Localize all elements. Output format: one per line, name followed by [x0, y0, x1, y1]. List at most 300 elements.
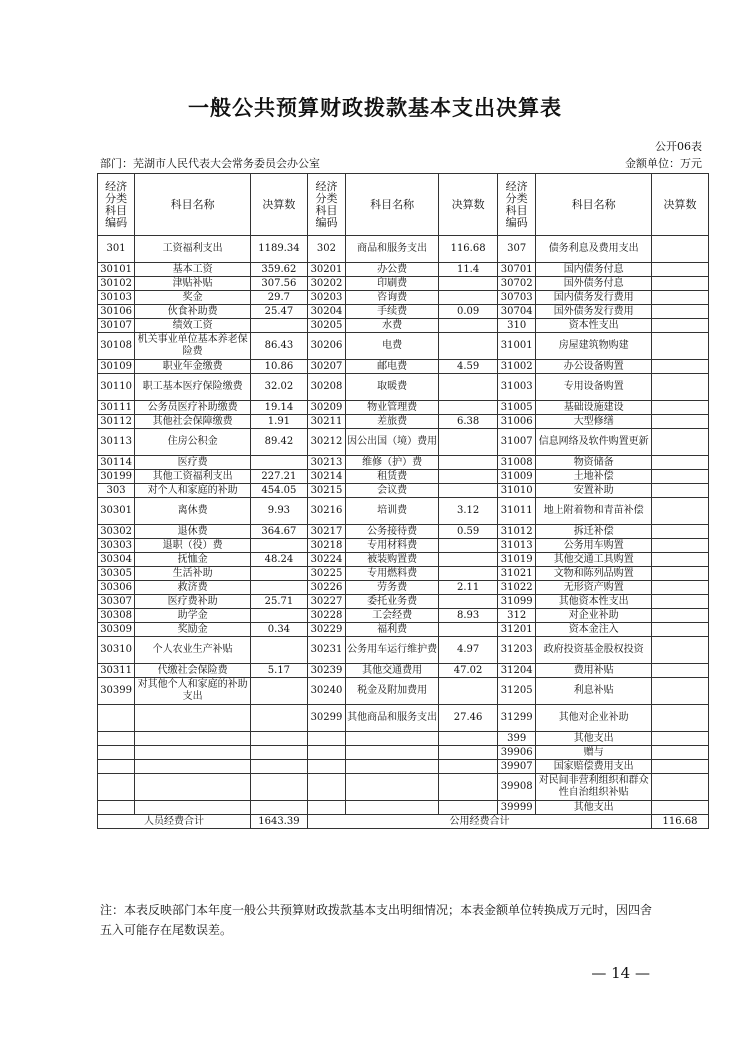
name-cell: 其他对企业补助	[536, 705, 652, 732]
amount-cell	[652, 623, 709, 637]
name-cell: 咨询费	[346, 291, 439, 305]
code-cell: 30113	[98, 429, 135, 456]
amount-cell	[652, 333, 709, 360]
name-cell: 大型修缮	[536, 415, 652, 429]
amount-cell: 2.11	[439, 581, 498, 595]
name-cell: 培训费	[346, 498, 439, 525]
amount-cell: 27.46	[439, 705, 498, 732]
code-cell	[98, 732, 135, 746]
code-cell: 30302	[98, 525, 135, 539]
code-cell	[98, 760, 135, 774]
code-cell	[307, 774, 345, 801]
table-row	[98, 291, 709, 305]
code-cell	[307, 746, 345, 760]
code-cell: 30103	[98, 291, 135, 305]
code-cell: 30224	[307, 553, 345, 567]
amount-cell	[439, 333, 498, 360]
name-cell: 退休费	[135, 525, 251, 539]
name-cell: 工资福利支出	[135, 236, 251, 263]
amount-cell	[652, 678, 709, 705]
header-row	[98, 174, 709, 236]
code-cell: 39906	[498, 746, 536, 760]
table-row	[98, 760, 709, 774]
amount-cell	[439, 470, 498, 484]
code-cell: 30203	[307, 291, 345, 305]
code-cell: 31205	[498, 678, 536, 705]
code-cell: 39907	[498, 760, 536, 774]
code-cell: 30102	[98, 277, 135, 291]
amount-cell: 6.38	[439, 415, 498, 429]
table-code: 公开06表	[655, 140, 702, 153]
name-cell: 赠与	[536, 746, 652, 760]
expenditure-table	[97, 173, 709, 829]
table-row	[98, 277, 709, 291]
amount-cell	[250, 567, 307, 581]
name-cell: 利息补贴	[536, 678, 652, 705]
amount-cell: 29.7	[250, 291, 307, 305]
name-cell: 对民间非营利组织和群众性自治组织补贴	[536, 774, 652, 801]
code-cell: 31003	[498, 374, 536, 401]
name-cell: 手续费	[346, 305, 439, 319]
table-row	[98, 595, 709, 609]
amount-cell: 11.4	[439, 263, 498, 277]
code-cell	[307, 801, 345, 815]
code-cell	[98, 746, 135, 760]
name-cell: 物资储备	[536, 456, 652, 470]
amount-cell	[652, 595, 709, 609]
name-cell: 办公费	[346, 263, 439, 277]
header-amount: 决算数	[250, 174, 307, 236]
amount-cell: 1189.34	[250, 236, 307, 263]
name-cell: 因公出国（境）费用	[346, 429, 439, 456]
header-name: 科目名称	[346, 174, 439, 236]
table-row	[98, 705, 709, 732]
code-cell: 30306	[98, 581, 135, 595]
amount-cell	[439, 484, 498, 498]
name-cell: 房屋建筑物购建	[536, 333, 652, 360]
table-row	[98, 732, 709, 746]
code-cell: 30217	[307, 525, 345, 539]
amount-cell	[652, 415, 709, 429]
code-cell: 310	[498, 319, 536, 333]
amount-cell	[439, 539, 498, 553]
amount-cell: 227.21	[250, 470, 307, 484]
table-row	[98, 678, 709, 705]
code-cell: 30239	[307, 664, 345, 678]
name-cell: 公务员医疗补助缴费	[135, 401, 251, 415]
amount-cell	[439, 553, 498, 567]
name-cell: 国内债务发行费用	[536, 291, 652, 305]
name-cell	[135, 732, 251, 746]
personnel-total-value: 1643.39	[250, 815, 307, 829]
code-cell: 31008	[498, 456, 536, 470]
amount-cell: 32.02	[250, 374, 307, 401]
table-row	[98, 498, 709, 525]
amount-cell: 25.71	[250, 595, 307, 609]
name-cell: 物业管理费	[346, 401, 439, 415]
amount-cell	[250, 760, 307, 774]
name-cell: 工会经费	[346, 609, 439, 623]
code-cell: 39999	[498, 801, 536, 815]
amount-cell	[439, 456, 498, 470]
name-cell: 地上附着物和青苗补偿	[536, 498, 652, 525]
name-cell: 对个人和家庭的补助	[135, 484, 251, 498]
name-cell: 差旅费	[346, 415, 439, 429]
table-row	[98, 567, 709, 581]
name-cell: 债务利息及费用支出	[536, 236, 652, 263]
amount-cell: 0.09	[439, 305, 498, 319]
table-row	[98, 664, 709, 678]
name-cell: 邮电费	[346, 360, 439, 374]
amount-cell: 307.56	[250, 277, 307, 291]
name-cell: 国外债务发行费用	[536, 305, 652, 319]
name-cell: 伙食补助费	[135, 305, 251, 319]
amount-cell	[250, 539, 307, 553]
table-row	[98, 774, 709, 801]
amount-cell: 0.34	[250, 623, 307, 637]
code-cell	[98, 705, 135, 732]
name-cell: 代缴社会保险费	[135, 664, 251, 678]
name-cell: 救济费	[135, 581, 251, 595]
table-row	[98, 484, 709, 498]
code-cell: 30399	[98, 678, 135, 705]
amount-cell	[439, 567, 498, 581]
code-cell: 30114	[98, 456, 135, 470]
code-cell: 303	[98, 484, 135, 498]
code-cell: 30303	[98, 539, 135, 553]
amount-cell	[652, 484, 709, 498]
name-cell: 国内债务付息	[536, 263, 652, 277]
amount-cell	[652, 774, 709, 801]
code-cell: 31007	[498, 429, 536, 456]
header-code: 经济 分类 科目 编码	[498, 174, 536, 236]
table-row	[98, 801, 709, 815]
code-cell: 30199	[98, 470, 135, 484]
name-cell	[346, 801, 439, 815]
amount-cell: 359.62	[250, 263, 307, 277]
code-cell: 30701	[498, 263, 536, 277]
code-cell: 31006	[498, 415, 536, 429]
code-cell: 30301	[98, 498, 135, 525]
code-cell: 31204	[498, 664, 536, 678]
code-cell: 30310	[98, 637, 135, 664]
amount-cell	[250, 678, 307, 705]
code-cell: 30212	[307, 429, 345, 456]
code-cell: 31001	[498, 333, 536, 360]
name-cell: 国外债务付息	[536, 277, 652, 291]
totals-row	[98, 815, 709, 829]
code-cell: 30110	[98, 374, 135, 401]
code-cell	[307, 732, 345, 746]
amount-cell	[439, 374, 498, 401]
code-cell: 31299	[498, 705, 536, 732]
name-cell: 委托业务费	[346, 595, 439, 609]
code-cell: 30205	[307, 319, 345, 333]
code-cell: 30299	[307, 705, 345, 732]
name-cell: 医疗费补助	[135, 595, 251, 609]
name-cell	[135, 760, 251, 774]
code-cell: 30702	[498, 277, 536, 291]
amount-cell	[250, 581, 307, 595]
table-row	[98, 429, 709, 456]
table-row	[98, 333, 709, 360]
name-cell: 其他交通费用	[346, 664, 439, 678]
name-cell: 助学金	[135, 609, 251, 623]
name-cell: 公务用车购置	[536, 539, 652, 553]
header-name: 科目名称	[135, 174, 251, 236]
public-total-value: 116.68	[652, 815, 709, 829]
code-cell: 302	[307, 236, 345, 263]
name-cell: 离休费	[135, 498, 251, 525]
name-cell: 维修（护）费	[346, 456, 439, 470]
table-row	[98, 470, 709, 484]
name-cell: 绩效工资	[135, 319, 251, 333]
name-cell: 福利费	[346, 623, 439, 637]
name-cell: 奖励金	[135, 623, 251, 637]
code-cell: 31010	[498, 484, 536, 498]
amount-cell	[439, 291, 498, 305]
name-cell: 拆迁补偿	[536, 525, 652, 539]
amount-cell: 8.93	[439, 609, 498, 623]
amount-cell	[652, 360, 709, 374]
name-cell	[135, 705, 251, 732]
amount-cell	[439, 760, 498, 774]
name-cell: 住房公积金	[135, 429, 251, 456]
name-cell: 退职（役）费	[135, 539, 251, 553]
code-cell: 30704	[498, 305, 536, 319]
amount-cell: 1.91	[250, 415, 307, 429]
amount-cell	[652, 305, 709, 319]
name-cell: 抚恤金	[135, 553, 251, 567]
table-row	[98, 401, 709, 415]
amount-cell	[439, 319, 498, 333]
code-cell: 30208	[307, 374, 345, 401]
amount-cell	[652, 498, 709, 525]
name-cell: 机关事业单位基本养老保险费	[135, 333, 251, 360]
code-cell: 30106	[98, 305, 135, 319]
code-cell: 30311	[98, 664, 135, 678]
name-cell: 公务接待费	[346, 525, 439, 539]
name-cell: 公务用车运行维护费	[346, 637, 439, 664]
name-cell: 个人农业生产补贴	[135, 637, 251, 664]
code-cell: 31011	[498, 498, 536, 525]
header-amount: 决算数	[439, 174, 498, 236]
code-cell: 30201	[307, 263, 345, 277]
code-cell: 31022	[498, 581, 536, 595]
name-cell: 取暖费	[346, 374, 439, 401]
code-cell	[307, 760, 345, 774]
amount-cell	[652, 456, 709, 470]
name-cell: 奖金	[135, 291, 251, 305]
amount-cell: 4.59	[439, 360, 498, 374]
table-row	[98, 263, 709, 277]
footnote: 注：本表反映部门本年度一般公共预算财政拨款基本支出明细情况；本表金额单位转换成万元时，因四舍五入可能存在尾数误差。	[100, 903, 653, 937]
name-cell: 信息网络及软件购置更新	[536, 429, 652, 456]
header-amount: 决算数	[652, 174, 709, 236]
amount-cell	[652, 746, 709, 760]
amount-cell	[652, 581, 709, 595]
table-row	[98, 525, 709, 539]
amount-cell	[652, 732, 709, 746]
name-cell: 资本金注入	[536, 623, 652, 637]
header-code: 经济 分类 科目 编码	[98, 174, 135, 236]
table-row	[98, 637, 709, 664]
name-cell: 租赁费	[346, 470, 439, 484]
code-cell: 30229	[307, 623, 345, 637]
name-cell: 职工基本医疗保险缴费	[135, 374, 251, 401]
header-name: 科目名称	[536, 174, 652, 236]
code-cell: 30305	[98, 567, 135, 581]
amount-cell	[652, 374, 709, 401]
name-cell: 文物和陈列品购置	[536, 567, 652, 581]
amount-cell: 454.05	[250, 484, 307, 498]
name-cell	[346, 746, 439, 760]
amount-cell	[250, 456, 307, 470]
amount-cell	[652, 291, 709, 305]
code-cell: 31201	[498, 623, 536, 637]
code-cell: 30214	[307, 470, 345, 484]
name-cell: 劳务费	[346, 581, 439, 595]
code-cell: 31099	[498, 595, 536, 609]
name-cell	[135, 801, 251, 815]
name-cell: 其他工资福利支出	[135, 470, 251, 484]
amount-cell: 0.59	[439, 525, 498, 539]
amount-cell	[250, 319, 307, 333]
page-title: 一般公共预算财政拨款基本支出决算表	[188, 96, 562, 120]
amount-cell	[652, 705, 709, 732]
code-cell: 30202	[307, 277, 345, 291]
code-cell: 30304	[98, 553, 135, 567]
table-row	[98, 415, 709, 429]
name-cell: 专用材料费	[346, 539, 439, 553]
amount-cell: 4.97	[439, 637, 498, 664]
name-cell: 办公设备购置	[536, 360, 652, 374]
public-total-label: 公用经费合计	[307, 815, 651, 829]
amount-cell	[250, 732, 307, 746]
amount-cell	[652, 553, 709, 567]
code-cell: 30218	[307, 539, 345, 553]
header-code: 经济 分类 科目 编码	[307, 174, 345, 236]
code-cell: 31012	[498, 525, 536, 539]
code-cell: 31021	[498, 567, 536, 581]
amount-cell	[439, 678, 498, 705]
name-cell: 电费	[346, 333, 439, 360]
code-cell: 31019	[498, 553, 536, 567]
name-cell: 资本性支出	[536, 319, 652, 333]
code-cell: 30111	[98, 401, 135, 415]
table-row	[98, 456, 709, 470]
name-cell: 职业年金缴费	[135, 360, 251, 374]
page-number: — 14 —	[591, 964, 650, 982]
amount-cell: 10.86	[250, 360, 307, 374]
name-cell: 基础设施建设	[536, 401, 652, 415]
code-cell: 30108	[98, 333, 135, 360]
name-cell: 生活补助	[135, 567, 251, 581]
amount-cell	[250, 705, 307, 732]
code-cell: 312	[498, 609, 536, 623]
name-cell	[135, 774, 251, 801]
code-cell: 30225	[307, 567, 345, 581]
amount-cell: 25.47	[250, 305, 307, 319]
amount-cell	[652, 319, 709, 333]
code-cell: 30240	[307, 678, 345, 705]
name-cell: 税金及附加费用	[346, 678, 439, 705]
name-cell: 无形资产购置	[536, 581, 652, 595]
code-cell: 31013	[498, 539, 536, 553]
name-cell: 安置补助	[536, 484, 652, 498]
code-cell: 30206	[307, 333, 345, 360]
code-cell: 30109	[98, 360, 135, 374]
name-cell: 会议费	[346, 484, 439, 498]
amount-cell	[439, 746, 498, 760]
table-row	[98, 553, 709, 567]
name-cell: 其他社会保障缴费	[135, 415, 251, 429]
name-cell: 其他交通工具购置	[536, 553, 652, 567]
code-cell: 31005	[498, 401, 536, 415]
name-cell: 其他商品和服务支出	[346, 705, 439, 732]
amount-cell	[439, 623, 498, 637]
table-row	[98, 539, 709, 553]
amount-cell: 364.67	[250, 525, 307, 539]
name-cell: 医疗费	[135, 456, 251, 470]
code-cell: 30213	[307, 456, 345, 470]
amount-cell: 89.42	[250, 429, 307, 456]
name-cell: 津贴补贴	[135, 277, 251, 291]
code-cell: 30228	[307, 609, 345, 623]
amount-cell	[439, 401, 498, 415]
table-row	[98, 623, 709, 637]
name-cell: 费用补贴	[536, 664, 652, 678]
amount-cell	[652, 567, 709, 581]
code-cell: 30309	[98, 623, 135, 637]
unit-label: 金额单位：万元	[625, 157, 702, 170]
amount-cell	[439, 277, 498, 291]
amount-cell	[439, 732, 498, 746]
amount-cell	[652, 277, 709, 291]
name-cell: 政府投资基金股权投资	[536, 637, 652, 664]
amount-cell: 9.93	[250, 498, 307, 525]
amount-cell: 48.24	[250, 553, 307, 567]
name-cell: 土地补偿	[536, 470, 652, 484]
code-cell: 307	[498, 236, 536, 263]
amount-cell	[652, 236, 709, 263]
amount-cell: 3.12	[439, 498, 498, 525]
code-cell: 31009	[498, 470, 536, 484]
code-cell: 30231	[307, 637, 345, 664]
code-cell: 30227	[307, 595, 345, 609]
amount-cell	[652, 539, 709, 553]
table-row	[98, 360, 709, 374]
amount-cell	[652, 664, 709, 678]
name-cell: 基本工资	[135, 263, 251, 277]
code-cell: 30204	[307, 305, 345, 319]
amount-cell	[439, 774, 498, 801]
table-row	[98, 581, 709, 595]
name-cell: 商品和服务支出	[346, 236, 439, 263]
amount-cell	[652, 525, 709, 539]
code-cell: 399	[498, 732, 536, 746]
name-cell	[346, 774, 439, 801]
amount-cell	[439, 801, 498, 815]
amount-cell	[652, 429, 709, 456]
code-cell	[98, 774, 135, 801]
amount-cell: 47.02	[439, 664, 498, 678]
code-cell: 30215	[307, 484, 345, 498]
code-cell: 30207	[307, 360, 345, 374]
code-cell: 30209	[307, 401, 345, 415]
code-cell: 301	[98, 236, 135, 263]
amount-cell	[250, 801, 307, 815]
